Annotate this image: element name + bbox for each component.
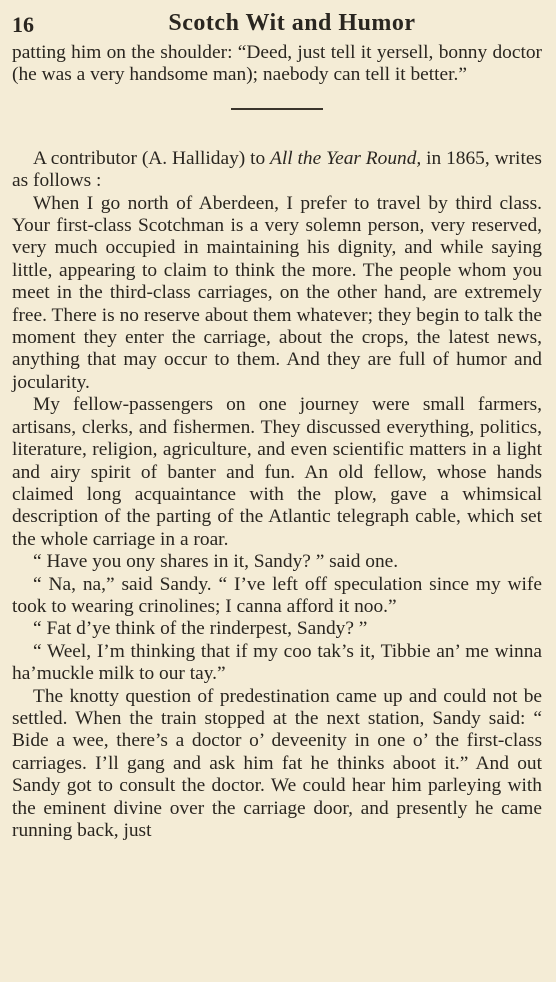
intro-paragraph [12,148,542,193]
paragraph-dialogue-milk: “ Weel, I’m thinking that if my coo tak’s it, Tibbie an’ me winna ha’muckle milk to our tay.” [12,640,542,685]
quoted-passage [12,193,542,843]
continuation-paragraph: patting him on the shoulder: “Deed, just tell it yersell, bonny doctor (he was a very handsome man); naebody can tell it better.” [12,42,542,86]
section-divider [231,108,323,110]
running-title: Scotch Wit and Humor [168,10,416,36]
paragraph-predestination: The knotty question of predestination came up and could not be settled. When the train stopped at the next station, Sandy said: “ Bide a wee, there’s a doctor o’ deveenity in one o’ the first-class carriages. I’ll gang and ask him fat he thinks aboot it.” And out Sandy got to consult the doctor. We could hear him parleying with the eminent divine over the carriage door, and presently he came running back, just [12,685,542,841]
paragraph-dialogue-speculation: “ Na, na,” said Sandy. “ I’ve left off speculation since my wife took to wearing crinolines; I canna afford it noo.” [12,573,542,617]
page-number: 16 [12,12,34,37]
running-head [12,8,542,42]
paragraph-dialogue-rinderpest: “ Fat d’ye think of the rinderpest, Sandy? ” [33,618,368,640]
paragraph-passengers: My fellow-passengers on one journey were small farmers, artisans, clerks, and fishermen. They discussed everything, politics, literature, religion, agriculture, and even scientific matters in a light and airy spirit of banter and fun. An old fellow, whose hands claimed long acquaintance with the plow, gave a whimsical description of the parting of the Atlantic telegraph cable, which set the whole carriage in a roar. [12,394,542,550]
intro-publication-title: All the Year Round, [270,147,422,169]
paragraph-dialogue-shares: “ Have you ony shares in it, Sandy? ” said one. [33,551,399,573]
paragraph-travel: When I go north of Aberdeen, I prefer to travel by third class. Your first-class Scotchman is a very solemn person, very reserved, very much occupied in maintaining his dignity, and while saying little, appearing to claim to think the more. The people whom you meet in the third-class carriages, on the other hand, are extremely free. There is no reserve about them whatever; they begin to talk the moment they enter the carriage, about the crops, the latest news, anything that may occur to them. And they are full of humor and jocularity. [12,192,542,393]
intro-text-before: A contributor (A. Halliday) to [33,147,271,169]
intro-text-after: in 1865, writes as follows : [12,147,542,192]
